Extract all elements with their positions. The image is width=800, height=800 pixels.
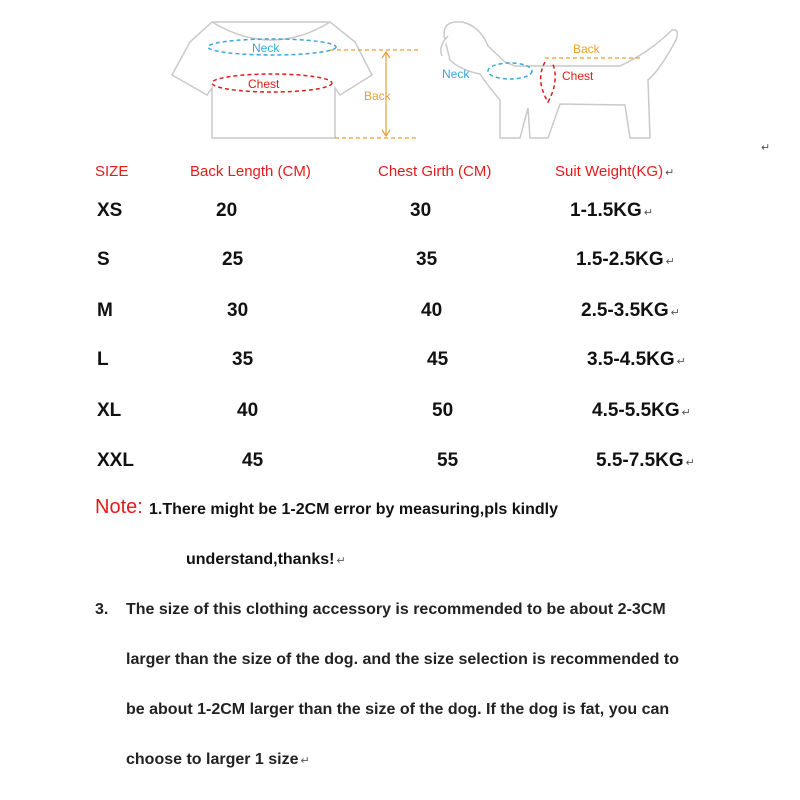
shirt-back-label: Back	[364, 89, 391, 103]
chest-girth-cell: 35	[416, 249, 438, 270]
chest-girth-cell: 40	[421, 300, 443, 321]
shirt-chest-label: Chest	[248, 77, 280, 91]
size-cell: XS	[97, 200, 123, 221]
dog-chest-label: Chest	[562, 69, 594, 83]
weight-cell: 2.5-3.5KG ↵	[581, 300, 680, 321]
size-cell: M	[97, 300, 113, 321]
chest-girth-cell: 50	[432, 400, 454, 421]
chest-girth-cell: 55	[437, 450, 459, 471]
para-number: 3.	[95, 601, 109, 618]
weight-cell: 5.5-7.5KG ↵	[596, 450, 695, 471]
size-cell: XXL	[97, 450, 134, 471]
para-line-2: larger than the size of the dog. and the size selection is recommended to	[126, 651, 679, 668]
size-cell: XL	[97, 400, 122, 421]
note-line-1: 1.There might be 1-2CM error by measuring,pls kindly	[149, 501, 558, 518]
dog-neck-label: Neck	[442, 67, 470, 81]
size-cell: S	[97, 249, 110, 270]
chest-girth-cell: 45	[427, 349, 449, 370]
dog-back-label: Back	[573, 42, 600, 56]
weight-cell: 1.5-2.5KG ↵	[576, 249, 675, 270]
header-chest-girth: Chest Girth (CM)	[378, 163, 492, 180]
para-line-1: The size of this clothing accessory is recommended to be about 2-3CM	[126, 601, 666, 618]
header-suit-weight: Suit Weight(KG) ↵	[555, 163, 675, 180]
back-length-cell: 20	[216, 200, 238, 221]
size-cell: L	[97, 349, 109, 370]
header-back-length: Back Length (CM)	[190, 163, 311, 180]
para-line-3: be about 1-2CM larger than the size of the dog. If the dog is fat, you can	[126, 701, 670, 718]
sizing-illustration	[0, 0, 800, 160]
dog-drawing	[441, 22, 677, 138]
back-length-cell: 30	[227, 300, 249, 321]
back-length-cell: 40	[237, 400, 259, 421]
weight-cell: 4.5-5.5KG ↵	[592, 400, 691, 421]
note-line-2: understand,thanks! ↵	[186, 551, 346, 568]
shirt-neck-label: Neck	[252, 41, 280, 55]
weight-cell: 3.5-4.5KG ↵	[587, 349, 686, 370]
header-size: SIZE	[95, 163, 129, 180]
back-length-cell: 35	[232, 349, 254, 370]
paragraph-mark: ↵	[761, 142, 771, 154]
back-length-cell: 25	[222, 249, 244, 270]
chest-girth-cell: 30	[410, 200, 432, 221]
back-length-cell: 45	[242, 450, 264, 471]
weight-cell: 1-1.5KG ↵	[570, 200, 654, 221]
note-label: Note:	[95, 496, 143, 518]
para-line-4: choose to larger 1 size ↵	[126, 751, 310, 768]
